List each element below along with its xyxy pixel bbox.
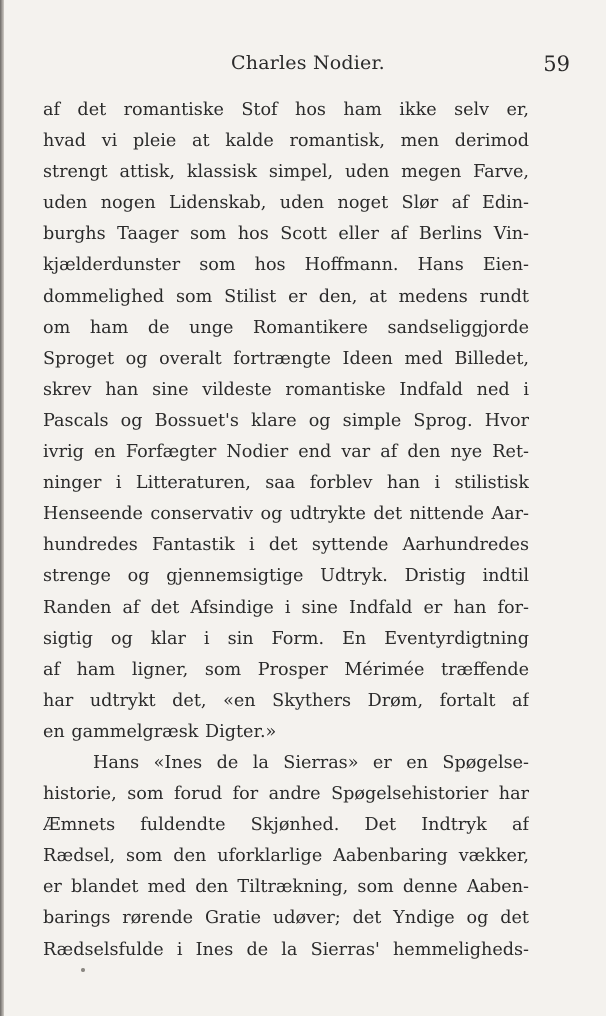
text-line: Randen af det Afsindige i sine Indfald er han for- [43,597,529,618]
text-line: hvad vi pleie at kalde romantisk, men derimod [43,131,529,152]
text-line: en gammelgræsk Digter.» [43,721,277,742]
text-line: strengt attisk, klassisk simpel, uden megen Farve, [43,162,529,183]
text-line: ninger i Litteraturen, saa forblev han i stilistisk [43,473,529,494]
text-line: om ham de unge Romantikere sandseliggjorde [43,317,529,338]
text-line: Rædselsfulde i Ines de la Sierras' hemmeligheds- [43,939,529,960]
text-line: barings rørende Gratie udøver; det Yndige og det [43,908,529,929]
page-header [40,52,576,78]
text-line: dommelighed som Stilist er den, at medens rundt [43,286,529,307]
text-line: burghs Taager som hos Scott eller af Berlins Vin- [43,224,529,245]
ink-speck [81,968,85,972]
text-line: Hans «Ines de la Sierras» er en Spøgelse- [93,752,529,773]
text-line: er blandet med den Tiltrækning, som denne Aaben- [43,877,529,898]
text-line: Æmnets fuldendte Skjønhed. Det Indtryk af [43,815,529,836]
text-line: ivrig en Forfægter Nodier end var af den nye Ret- [43,442,529,463]
text-line: strenge og gjennemsigtige Udtryk. Dristig indtil [43,566,529,587]
text-line: sigtig og klar i sin Form. En Eventyrdigtning [43,628,529,649]
text-line: af ham ligner, som Prosper Mérimée træffende [43,659,529,680]
text-line: hundredes Fantastik i det syttende Aarhundredes [43,535,529,556]
text-line: uden nogen Lidenskab, uden noget Slør af Edin- [43,193,529,214]
page-number: 59 [543,52,570,76]
text-line: Rædsel, som den uforklarlige Aabenbaring vækker, [43,846,529,867]
text-line: kjælderdunster som hos Hoffmann. Hans Eien- [43,255,529,276]
text-line: Pascals og Bossuet's klare og simple Sprog. Hvor [43,410,529,431]
text-line: Henseende conservativ og udtrykte det nittende Aar- [43,504,529,525]
body-text [43,95,529,966]
text-line: skrev han sine vildeste romantiske Indfald ned i [43,379,529,400]
text-line: af det romantiske Stof hos ham ikke selv er, [43,100,529,120]
text-line: har udtrykt det, «en Skythers Drøm, fortalt af [43,690,529,711]
running-title: Charles Nodier. [231,52,385,74]
text-line: Sproget og overalt fortrængte Ideen med Billedet, [43,348,529,369]
text-line: historie, som forud for andre Spøgelsehistorier har [43,784,529,805]
